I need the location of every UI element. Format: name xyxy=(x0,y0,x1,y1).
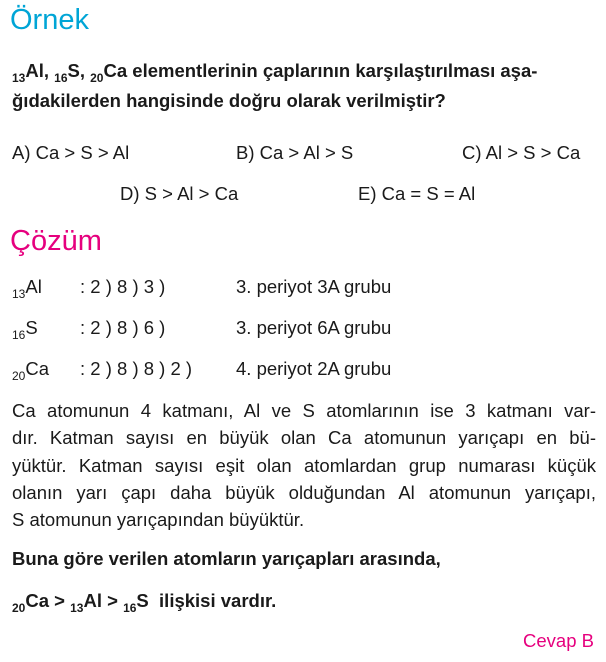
option-e[interactable]: E) Ca = S = Al xyxy=(358,183,476,204)
paragraph-line: dır. Katman sayısı en büyük olan Ca atomunun yarıçapı en bü- xyxy=(12,427,596,449)
paragraph-line: S atomunun yarıçapından büyüktür. xyxy=(12,509,305,531)
question-line-1 xyxy=(12,56,537,85)
paragraph-line: olanın yarı çapı daha büyük olduğundan Al atomunun yarıçapı, xyxy=(12,481,596,503)
element-symbol: S xyxy=(136,590,149,611)
atomic-number: 13 xyxy=(70,601,84,615)
option-d[interactable]: D) S > Al > Ca xyxy=(120,183,239,204)
atomic-number: 13 xyxy=(12,287,26,301)
separator: , xyxy=(79,60,91,81)
element-row xyxy=(12,317,38,342)
paragraph-line: yüktür. Katman sayısı eşit olan atomlardan grup numarası küçük xyxy=(12,454,596,476)
example-heading: Örnek xyxy=(10,4,89,36)
element-symbol: Al xyxy=(25,276,42,297)
conclusion-line-1: Buna göre verilen atomların yarıçapları arasında, xyxy=(12,548,441,569)
solution-heading: Çözüm xyxy=(10,225,102,257)
electron-config: : 2 ) 8 ) 3 ) xyxy=(80,276,166,297)
element-row xyxy=(12,358,50,383)
atomic-number: 16 xyxy=(12,328,26,342)
greater-than: > xyxy=(101,590,124,611)
s-symbol: S xyxy=(67,60,80,81)
paragraph-line: Ca atomunun 4 katmanı, Al ve S atomlarının ise 3 katmanı var- xyxy=(12,400,596,421)
explanation-paragraph xyxy=(12,397,596,533)
electron-config: : 2 ) 8 ) 6 ) xyxy=(80,317,166,338)
element-symbol: Ca xyxy=(25,590,50,611)
element-symbol: S xyxy=(25,317,38,338)
question-line-2: ğıdakilerden hangisinde doğru olarak verilmiştir? xyxy=(12,90,446,111)
ca-symbol: Ca xyxy=(103,60,128,81)
atomic-number: 20 xyxy=(12,601,26,615)
greater-than: > xyxy=(49,590,71,611)
period-group: 3. periyot 3A grubu xyxy=(236,276,392,297)
option-b[interactable]: B) Ca > Al > S xyxy=(236,142,354,163)
al-atomic-number: 13 xyxy=(12,71,26,85)
option-a[interactable]: A) Ca > S > Al xyxy=(12,142,130,163)
electron-config: : 2 ) 8 ) 8 ) 2 ) xyxy=(80,358,193,379)
option-c[interactable]: C) Al > S > Ca xyxy=(462,142,581,163)
element-symbol: Ca xyxy=(25,358,50,379)
separator: , xyxy=(43,60,55,81)
relation-text: ilişkisi vardır. xyxy=(148,590,277,611)
al-symbol: Al xyxy=(25,60,44,81)
question-text: elementlerinin çaplarının karşılaştırılması aşa- xyxy=(127,60,538,81)
ca-atomic-number: 20 xyxy=(90,71,104,85)
period-group: 3. periyot 6A grubu xyxy=(236,317,392,338)
element-row xyxy=(12,276,42,301)
element-symbol: Al xyxy=(83,590,102,611)
period-group: 4. periyot 2A grubu xyxy=(236,358,392,379)
conclusion-relation xyxy=(12,590,277,615)
atomic-number: 20 xyxy=(12,369,26,383)
atomic-number: 16 xyxy=(123,601,137,615)
s-atomic-number: 16 xyxy=(54,71,68,85)
answer-label: Cevap B xyxy=(523,630,594,651)
